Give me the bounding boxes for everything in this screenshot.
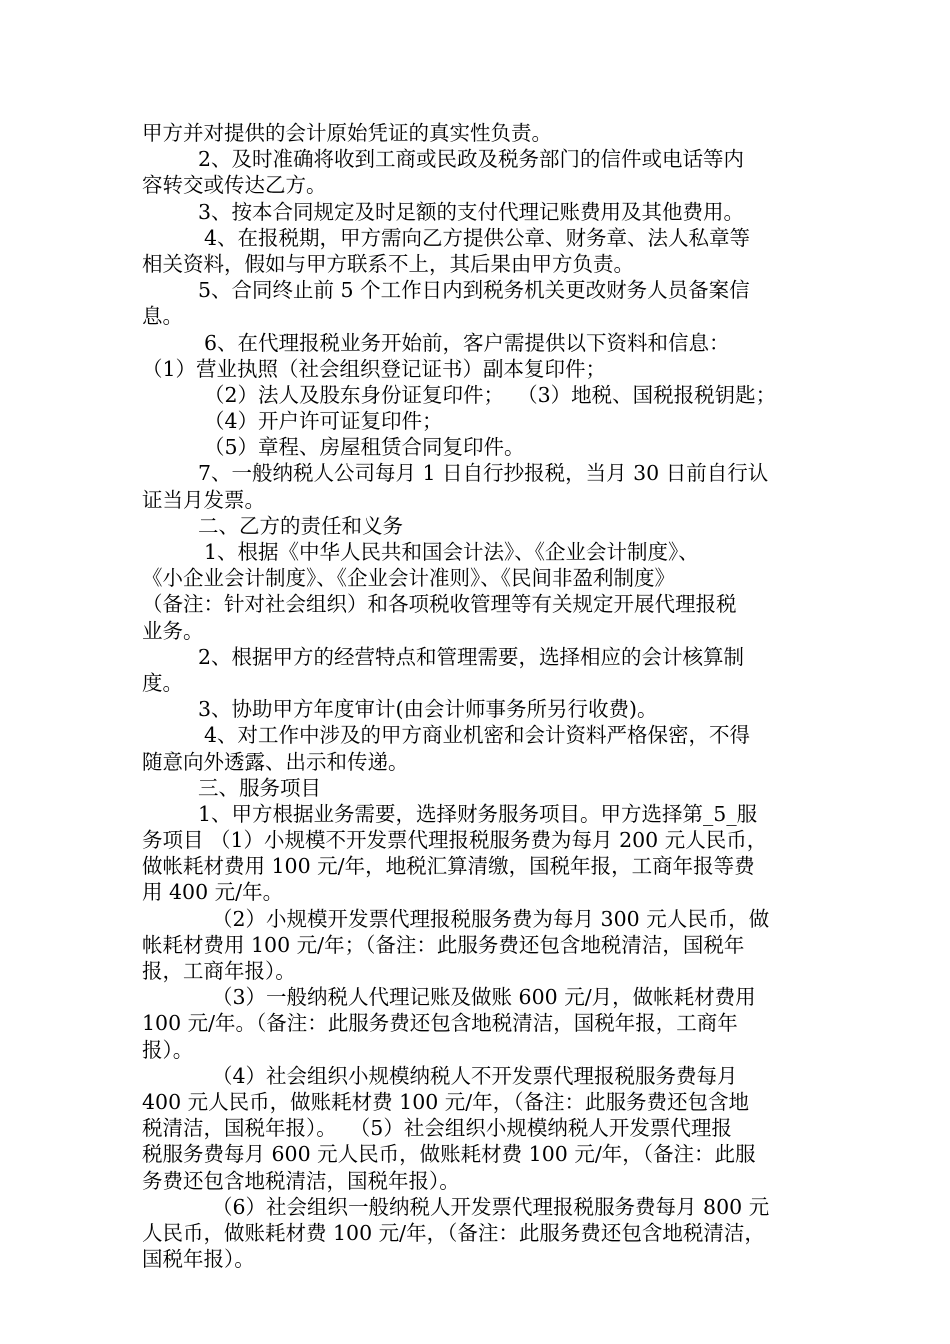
text-line: 帐耗材费用 100 元/年；（备注：此服务费还包含地税清洁，国税年: [142, 932, 745, 957]
text-line: 4、在报税期，甲方需向乙方提供公章、财务章、法人私章等: [204, 225, 751, 250]
text-line: 证当月发票。: [142, 487, 265, 512]
text-line: 三、服务项目: [198, 775, 321, 800]
text-line: （4）开户许可证复印件；: [204, 409, 443, 434]
text-line: 400 元人民币，做账耗材费 100 元/年，（备注：此服务费还包含地: [142, 1089, 749, 1114]
text-line: 4、对工作中涉及的甲方商业机密和会计资料严格保密，不得: [204, 723, 751, 748]
text-line: 容转交或传达乙方。: [142, 173, 327, 198]
text-line: 甲方并对提供的会计原始凭证的真实性负责。: [142, 121, 552, 145]
text-line: 《小企业会计制度》、《企业会计准则》、《民间非盈利制度》: [142, 566, 675, 591]
text-line: 3、按本合同规定及时足额的支付代理记账费用及其他费用。: [198, 199, 745, 224]
text-line: 6、在代理报税业务开始前，客户需提供以下资料和信息：: [204, 330, 730, 355]
text-line: 国税年报）。: [142, 1247, 255, 1272]
text-line: 息。: [142, 304, 183, 329]
text-line: 用 400 元/年。: [142, 880, 284, 905]
text-line: 报，工商年报）。: [142, 959, 296, 983]
text-line: （备注：针对社会组织）和各项税收管理等有关规定开展代理报税: [142, 592, 737, 617]
text-line: 相关资料，假如与甲方联系不上，其后果由甲方负责。: [142, 251, 634, 276]
text-line: 税清洁，国税年报）。 （5）社会组织小规模纳税人开发票代理报: [142, 1116, 732, 1141]
text-line: 报）。: [142, 1037, 194, 1062]
text-line: 1、甲方根据业务需要，选择财务服务项目。甲方选择第_5_服: [198, 801, 758, 826]
text-line: 5、合同终止前 5 个工作日内到税务机关更改财务人员备案信: [198, 278, 750, 303]
text-line: （3）一般纳税人代理记账及做账 600 元/月，做帐耗材费用: [212, 985, 756, 1010]
text-line: 务费还包含地税清洁，国税年报）。: [142, 1168, 460, 1193]
text-line: 2、及时准确将收到工商或民政及税务部门的信件或电话等内: [198, 147, 745, 172]
text-line: 度。: [142, 670, 183, 695]
text-line: 1、根据《中华人民共和国会计法》、《企业会计制度》、: [204, 540, 699, 564]
text-line: 100 元/年。（备注：此服务费还包含地税清洁，国税年报，工商年: [142, 1011, 738, 1036]
text-line: （2）小规模开发票代理报税服务费为每月 300 元人民币，做: [212, 906, 770, 931]
text-line: 7、一般纳税人公司每月 1 日自行抄报税，当月 30 日前自行认: [198, 461, 769, 486]
text-line: 二、乙方的责任和义务: [198, 513, 403, 538]
text-line: 税服务费每月 600 元人民币，做账耗材费 100 元/年，（备注：此服: [142, 1142, 756, 1167]
text-line: （6）社会组织一般纳税人开发票代理报税服务费每月 800 元: [212, 1194, 770, 1219]
text-line: 人民币，做账耗材费 100 元/年，（备注：此服务费还包含地税清洁，: [142, 1220, 765, 1245]
text-line: 业务。: [142, 618, 204, 643]
document-body: [142, 120, 810, 1272]
text-line: 3、协助甲方年度审计(由会计师事务所另行收费)。: [198, 697, 658, 722]
text-line: （2）法人及股东身份证复印件； （3）地税、国税报税钥匙；: [204, 382, 777, 407]
text-line: （5）章程、房屋租赁合同复印件。: [204, 435, 525, 460]
text-line: 2、根据甲方的经营特点和管理需要，选择相应的会计核算制: [198, 644, 745, 669]
text-line: 随意向外透露、出示和传递。: [142, 749, 409, 774]
text-line: （1）营业执照（社会组织登记证书）副本复印件；: [142, 356, 607, 381]
text-line: 做帐耗材费用 100 元/年，地税汇算清缴，国税年报，工商年报等费: [142, 854, 755, 879]
text-line: 务项目 （1）小规模不开发票代理报税服务费为每月 200 元人民币，: [142, 828, 768, 853]
text-line: （4）社会组织小规模纳税人不开发票代理报税服务费每月: [212, 1063, 738, 1088]
